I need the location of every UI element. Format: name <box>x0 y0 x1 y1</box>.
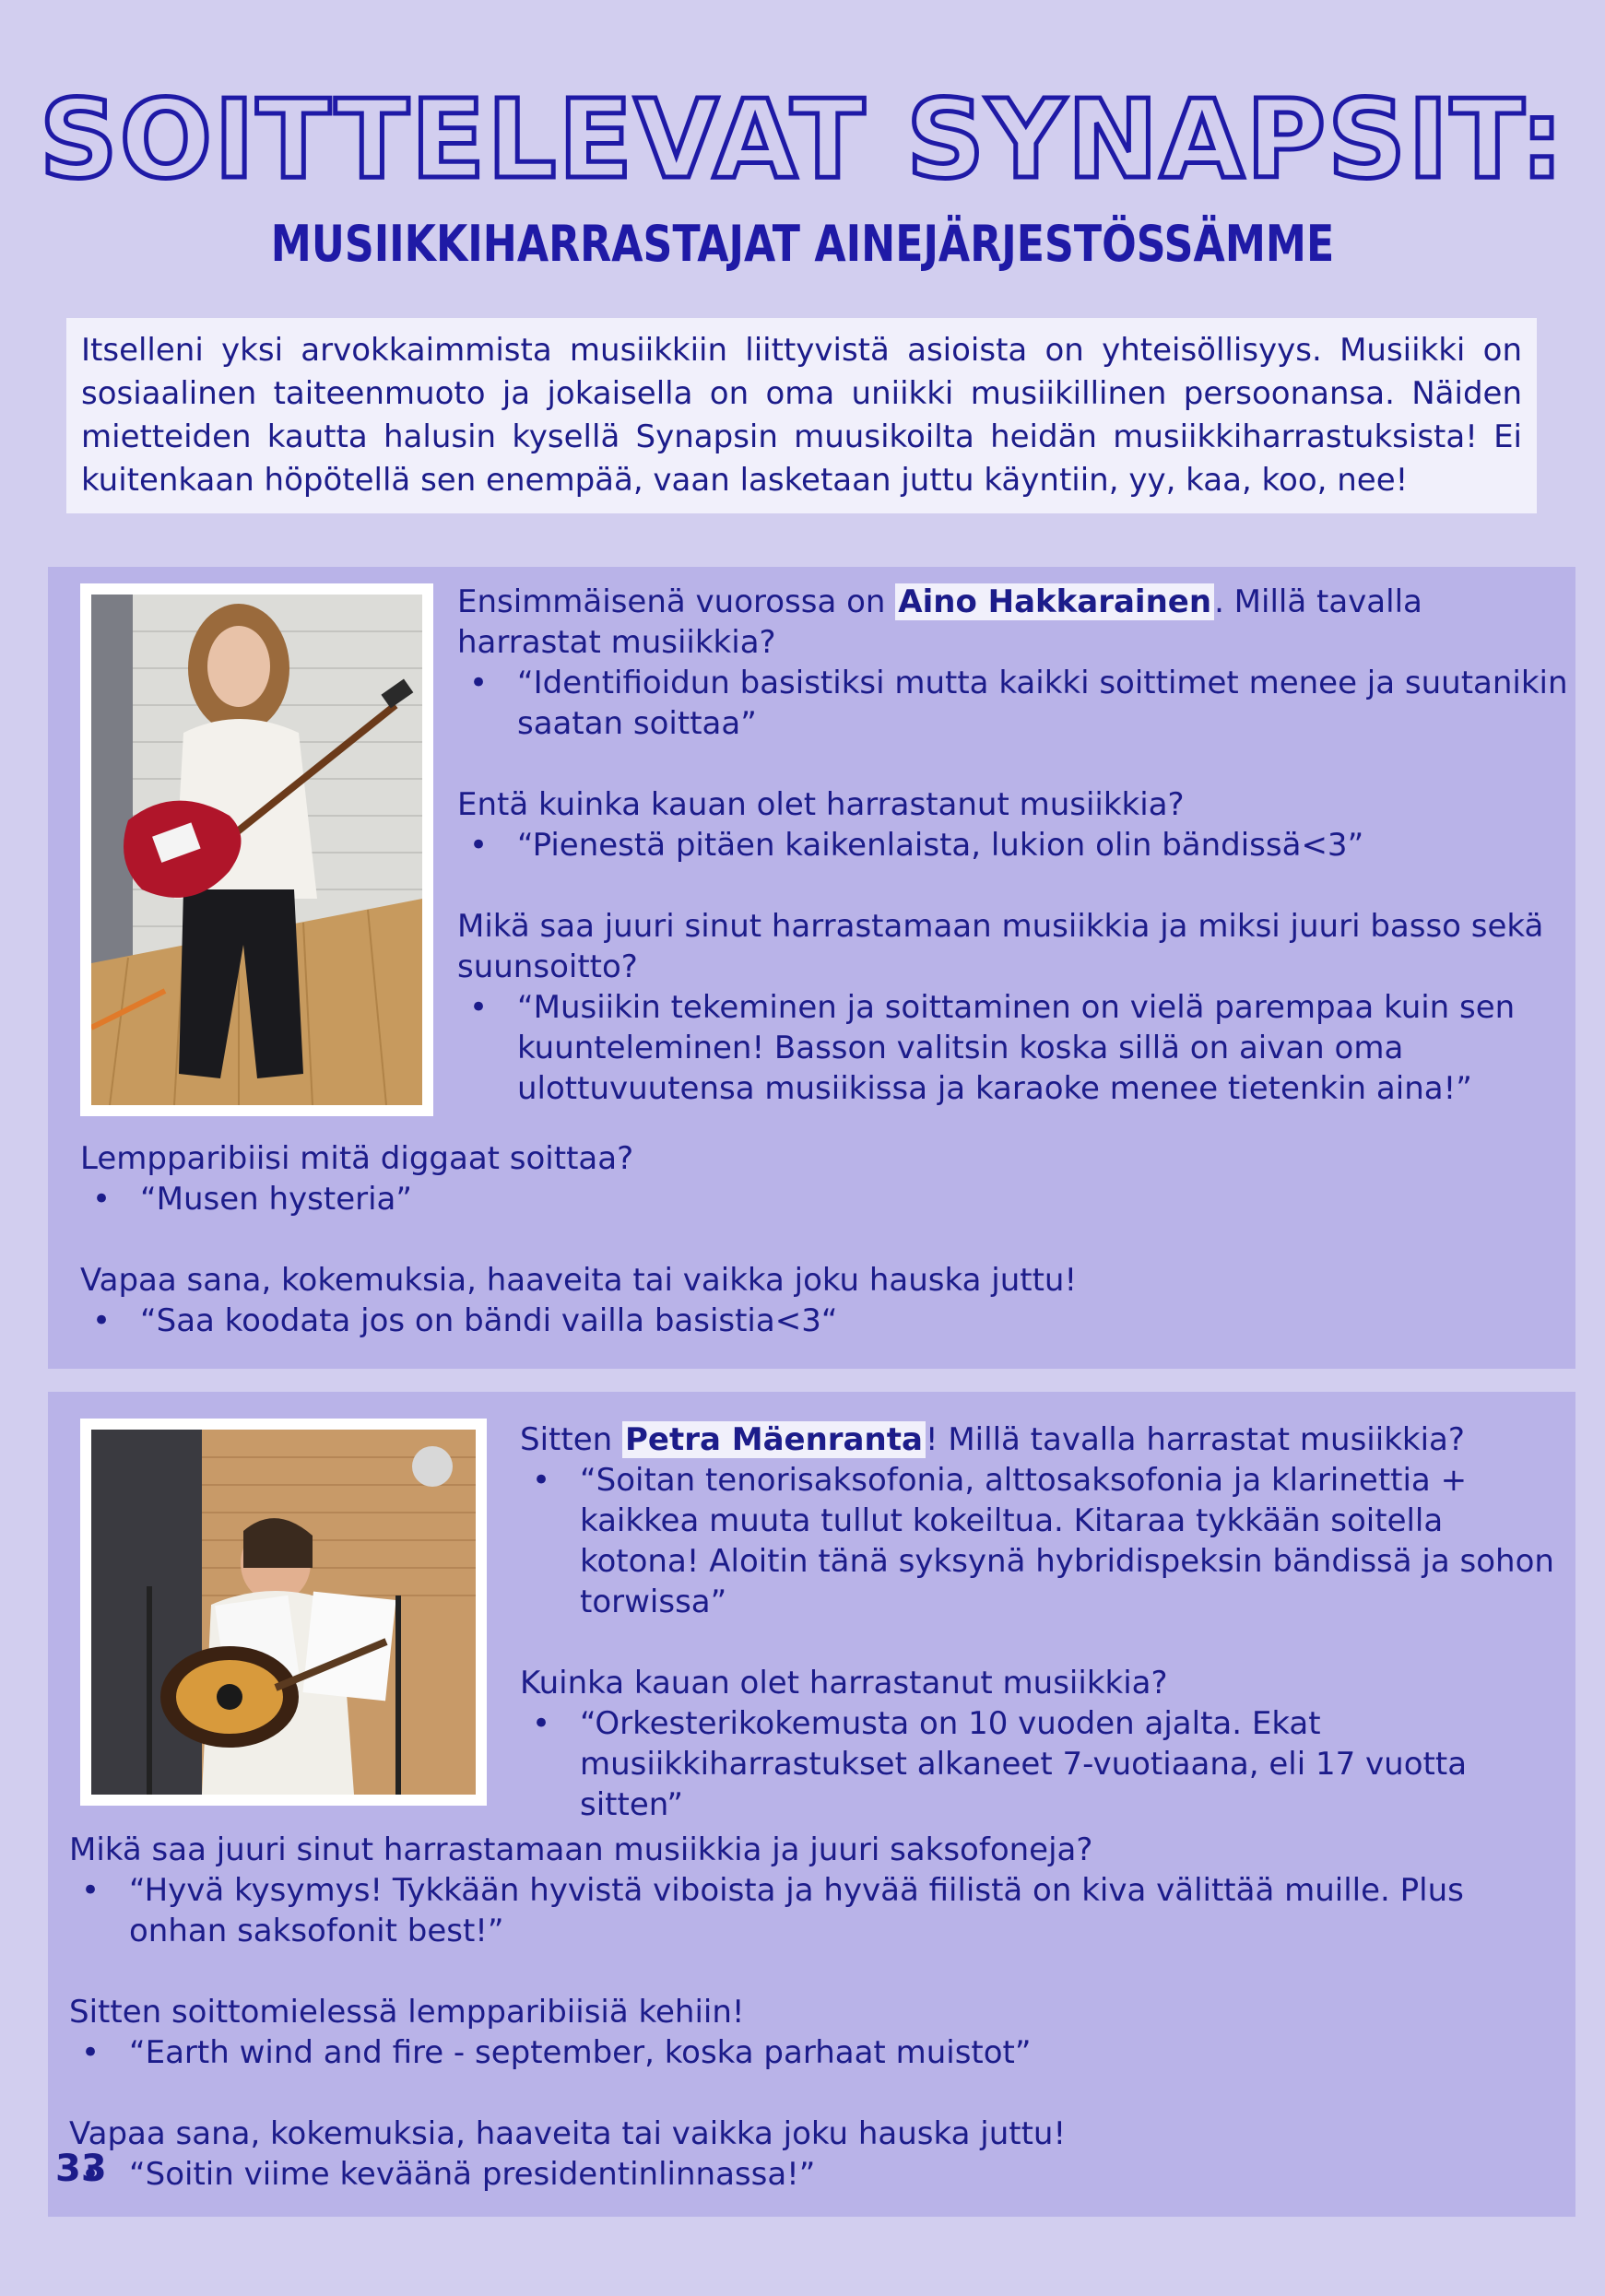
answer-2: • “Orkesterikokemusta on 10 vuoden ajalta. Ekat musiikkiharrastukset alkaneet 7-vuotiaana, eli 17 vuotta sitten” <box>520 1703 1571 1825</box>
answer-1: • “Identifioidun basistiksi mutta kaikki soittimet menee ja suutanikin saatan soittaa” <box>457 663 1573 744</box>
answer-2: • “Pienestä pitäen kaikenlaista, lukion olin bändissä<3” <box>457 825 1573 865</box>
interviewee-name-aino: Aino Hakkarainen <box>895 583 1214 620</box>
answer-4: • “Musen hysteria” <box>80 1179 1555 1219</box>
interview2-bottom-text <box>69 1830 1563 2195</box>
photo-petra-guitar <box>80 1419 487 1806</box>
answer-3: • “Hyvä kysymys! Tykkään hyvistä viboista ja hyvää fiilistä on kiva välittää muille. Plus onhan saksofonit best!” <box>69 1870 1563 1951</box>
page-number: 33 <box>55 2148 107 2190</box>
interview1-top-text <box>457 582 1573 1109</box>
question-3: Mikä saa juuri sinut harrastamaan musiikkia ja miksi juuri basso sekä suunsoitto? <box>457 908 1544 985</box>
answer-1: • “Soitan tenorisaksofonia, alttosaksofonia ja klarinettia + kaikkea muuta tullut kokeiltua. Kitaraa tykkään soitella kotona! Aloitin tänä syksynä hybridispeksin bändissä ja sohon torwissa” <box>520 1460 1571 1622</box>
photo-aino-bass <box>80 583 433 1116</box>
interview2-top-text <box>520 1419 1571 1825</box>
answer-3: • “Musiikin tekeminen ja soittaminen on vielä parempaa kuin sen kuunteleminen! Basson valitsin koska sillä on aivan oma ulottuvuutensa musiikissa ja karaoke menee tietenkin aina!” <box>457 987 1573 1109</box>
question-2: Entä kuinka kauan olet harrastanut musiikkia? <box>457 786 1185 823</box>
answer-4: • “Earth wind and fire - september, koska parhaat muistot” <box>69 2032 1563 2073</box>
intro-paragraph: Itselleni yksi arvokkaimmista musiikkiin liittyvistä asioista on yhteisöllisyys. Musiikki on sosiaalinen taiteenmuoto ja jokaisella on oma uniikki musiikillinen persoonansa. Näiden mietteiden kautta halusin kysellä Synapsin muusikoilta heidän musiikkiharrastuksista! Ei kuitenkaan höpötellä sen enempää, vaan lasketaan juttu käyntiin, yy, kaa, koo, nee! <box>66 318 1537 513</box>
answer-5: • “Saa koodata jos on bändi vailla basistia<3“ <box>80 1301 1555 1341</box>
question-1: Ensimmäisenä vuorossa on Aino Hakkarainen. Millä tavalla harrastat musiikkia? <box>457 583 1422 661</box>
question-3: Mikä saa juuri sinut harrastamaan musiikkia ja juuri saksofoneja? <box>69 1831 1093 1868</box>
question-1: Sitten Petra Mäenranta! Millä tavalla harrastat musiikkia? <box>520 1421 1465 1458</box>
page-subtitle: MUSIIKKIHARRASTAJAT AINEJÄRJESTÖSSÄMME <box>270 215 1335 273</box>
question-5: Vapaa sana, kokemuksia, haaveita tai vaikka joku hauska juttu! <box>69 2115 1067 2152</box>
answer-5: • “Soitin viime keväänä presidentinlinnassa!” <box>69 2154 1563 2195</box>
page-title: SOITTELEVAT SYNAPSIT: <box>39 76 1566 203</box>
interview1-bottom-text <box>80 1138 1555 1341</box>
interviewee-name-petra: Petra Mäenranta <box>622 1421 926 1458</box>
question-5: Vapaa sana, kokemuksia, haaveita tai vaikka joku hauska juttu! <box>80 1262 1078 1299</box>
question-4: Sitten soittomielessä lempparibiisiä kehiin! <box>69 1994 745 2031</box>
question-2: Kuinka kauan olet harrastanut musiikkia? <box>520 1665 1168 1701</box>
question-4: Lempparibiisi mitä diggaat soittaa? <box>80 1140 634 1177</box>
